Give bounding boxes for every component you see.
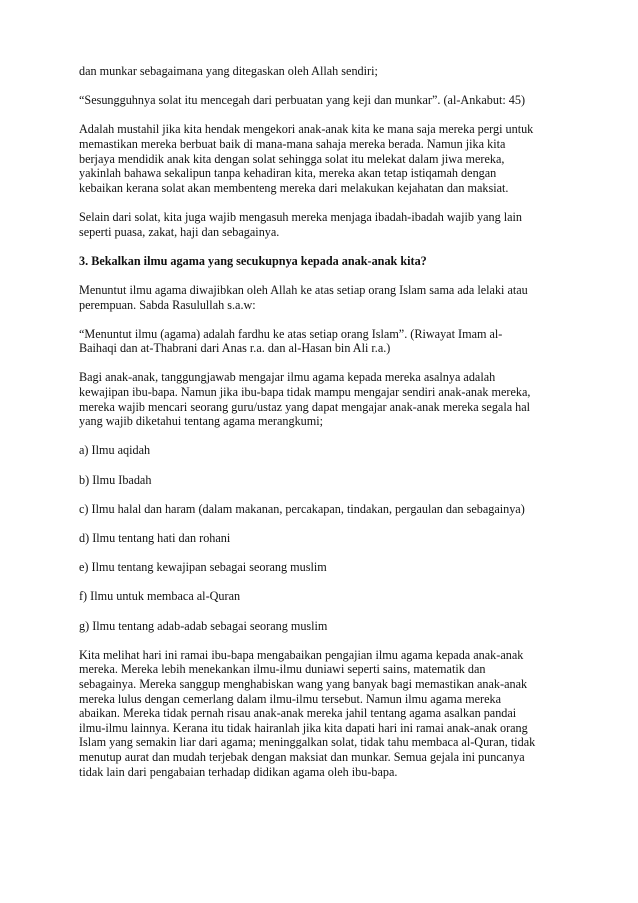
- text-line: b) Ilmu Ibadah: [79, 472, 152, 487]
- text-line: memastikan mereka berbuat baik di mana-mana sahaja mereka berada. Namun jika kita: [79, 136, 506, 151]
- text-line: “Sesungguhnya solat itu mencegah dari perbuatan yang keji dan munkar”. (al-Ankabut: 45): [79, 93, 526, 108]
- text-line: tidak lain dari pengabaian terhadap didikan agama oleh ibu-bapa.: [79, 764, 398, 779]
- text-line: 3. Bekalkan ilmu agama yang secukupnya kepada anak-anak kita?: [79, 253, 427, 268]
- text-line: Adalah mustahil jika kita hendak mengekori anak-anak kita ke mana saja mereka pergi untuk: [79, 122, 534, 137]
- text-line: ilmu-ilmu lainnya. Kerana itu tidak hairanlah jika kita dapati hari ini ramai anak-anak orang: [79, 720, 528, 735]
- text-line: dan munkar sebagaimana yang ditegaskan oleh Allah sendiri;: [79, 64, 378, 78]
- text-line: Bagi anak-anak, tanggungjawab mengajar ilmu agama kepada mereka asalnya adalah: [79, 370, 496, 385]
- paragraph: [79, 619, 579, 634]
- paragraph: [79, 589, 579, 604]
- text-line: menutup aurat dan mudah terjebak dengan maksiat dan munkar. Semua gejala ini puncanya: [79, 749, 525, 764]
- section-heading: [79, 254, 579, 269]
- text-line: Selain dari solat, kita juga wajib mengasuh mereka menjaga ibadah-ibadah wajib yang lain: [79, 209, 523, 224]
- text-line: “Menuntut ilmu (agama) adalah fardhu ke atas setiap orang Islam”. (Riwayat Imam al-: [79, 326, 503, 341]
- paragraph: [79, 502, 579, 517]
- paragraph: [79, 560, 579, 575]
- text-line: Menuntut ilmu agama diwajibkan oleh Allah ke atas setiap orang Islam sama ada lelaki atau: [79, 282, 528, 297]
- text-line: Islam yang semakin liar dari agama; meninggalkan solat, tidak tahu membaca al-Quran, tidak: [79, 735, 536, 750]
- paragraph: [79, 443, 579, 458]
- text-line: yang wajib diketahui tentang agama merangkumi;: [79, 414, 324, 429]
- text-line: yakinlah bahawa sekalipun tanpa kehadiran kita, mereka akan tetap istiqamah dengan: [79, 166, 497, 181]
- text-line: mereka lulus dengan cemerlang dalam ilmu-ilmu tersebut. Namun ilmu agama mereka: [79, 691, 502, 706]
- paragraph: [79, 93, 579, 108]
- text-line: e) Ilmu tentang kewajipan sebagai seorang muslim: [79, 560, 327, 575]
- text-line: kebaikan kerana solat akan membenteng mereka dari melakukan kejahatan dan maksiat.: [79, 180, 509, 195]
- text-line: d) Ilmu tentang hati dan rohani: [79, 531, 231, 545]
- text-line: seperti puasa, zakat, haji dan sebagainya.: [79, 224, 280, 239]
- paragraph: [79, 648, 579, 779]
- text-line: kewajipan ibu-bapa. Namun jika ibu-bapa tidak mampu mengajar sendiri anak-anak mereka,: [79, 385, 531, 400]
- text-line: c) Ilmu halal dan haram (dalam makanan, percakapan, tindakan, pergaulan dan sebagainya): [79, 501, 525, 516]
- document-page: [79, 64, 579, 794]
- paragraph: [79, 122, 579, 195]
- paragraph: [79, 370, 579, 428]
- paragraph: [79, 64, 579, 79]
- text-line: Kita melihat hari ini ramai ibu-bapa mengabaikan pengajian ilmu agama kepada anak-anak: [79, 647, 524, 662]
- paragraph: [79, 283, 579, 312]
- text-line: Baihaqi dan at-Thabrani dari Anas r.a. dan al-Hasan bin Ali r.a.): [79, 341, 391, 356]
- text-line: mereka. Mereka lebih menekankan ilmu-ilmu duniawi seperti sains, matematik dan: [79, 662, 486, 677]
- paragraph: [79, 210, 579, 239]
- paragraph: [79, 531, 579, 546]
- text-line: g) Ilmu tentang adab-adab sebagai seorang muslim: [79, 618, 328, 633]
- text-line: sebagainya. Mereka sanggup menghabiskan wang yang banyak bagi memastikan anak-anak: [79, 676, 528, 691]
- paragraph: [79, 327, 579, 356]
- text-line: a) Ilmu aqidah: [79, 443, 151, 458]
- text-line: perempuan. Sabda Rasulullah s.a.w:: [79, 297, 256, 312]
- text-line: berjaya mendidik anak kita dengan solat sehingga solat itu melekat dalam jiwa mereka,: [79, 151, 505, 166]
- text-line: f) Ilmu untuk membaca al-Quran: [79, 589, 241, 604]
- text-line: mereka wajib mencari seorang guru/ustaz yang dapat mengajar anak-anak mereka segala hal: [79, 399, 531, 414]
- text-line: abaikan. Mereka tidak pernah risau anak-anak mereka jahil tentang agama asalkan pandai: [79, 706, 517, 721]
- paragraph: [79, 473, 579, 488]
